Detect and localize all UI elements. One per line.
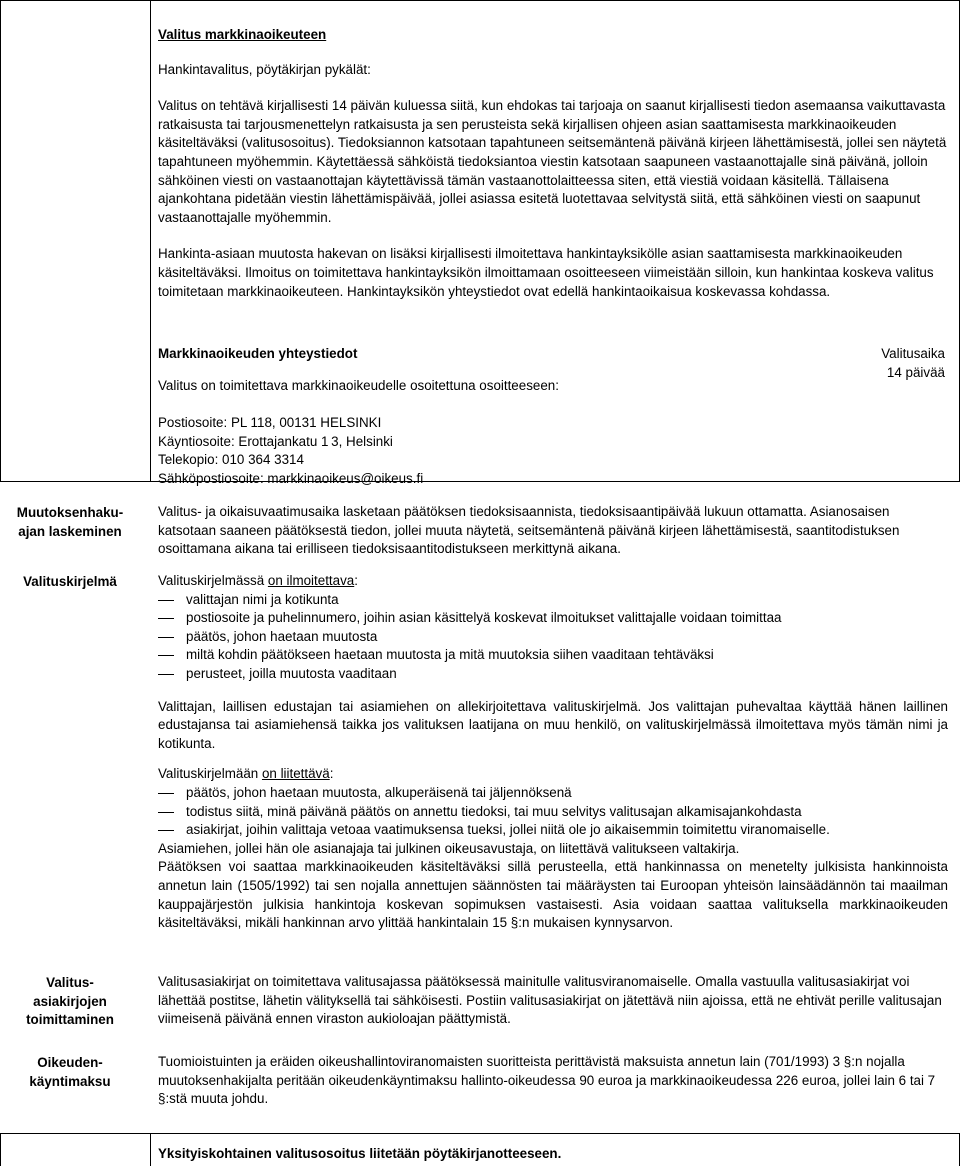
list-item: päätös, johon haetaan muutosta: [158, 628, 948, 647]
list-item: miltä kohdin päätökseen haetaan muutosta ja mitä muutoksia siihen vaaditaan tehtäväksi: [158, 646, 948, 665]
grounds-paragraph: Päätöksen voi saattaa markkinaoikeuden käsiteltäväksi sillä perusteella, että hankinnassa on menetelty julkisista hankinnoista annetun lain (1505/1992) tai sen nojalla annettujen säännösten tai määräysten tai Euroopan yhteisön lainsäädännön tai maailman kauppajärjestön julkisia hankintoja koskevan sopimuksen vastaisesti. Asia voidaan saattaa valituksella markkinaoikeuden käsiteltäväksi, mikäli hankinnan arvo ylittää hankintalain 15 §:n mukaisen kynnysarvon.: [158, 859, 948, 931]
required-items-list: [158, 591, 948, 684]
appeal-letter-label: Valituskirjelmä: [23, 574, 117, 589]
signature-paragraph: Valittajan, laillisen edustajan tai asiamiehen on allekirjoitettava valituskirjelmä. Jos valittajan puhevaltaa käyttää hänen laillinen edustajansa tai asiamiehensä taikka jos valituksen laatijana on muu henkilö, on valituskirjelmässä ilmoitettava myös tämän nimi ja kotikunta.: [158, 698, 948, 751]
section-subtitle: Hankintavalitus, pöytäkirjan pykälät:: [158, 61, 371, 77]
list-item: valittajan nimi ja kotikunta: [158, 591, 948, 610]
appeal-section-sidebar: [0, 0, 151, 482]
list-item: perusteet, joilla muutosta vaaditaan: [158, 665, 948, 684]
footer-sidebar: [0, 1133, 151, 1166]
deadline-label: Valitusaika: [881, 346, 945, 361]
postal-address: Postiosoite: PL 118, 00131 HELSINKI: [158, 415, 382, 430]
list-item: todistus siitä, minä päivänä päätös on annettu tiedoksi, tai muu selvitys valitusajan alkamisajankohdasta: [158, 803, 948, 822]
court-fee-label: Oikeuden- käyntimaksu: [29, 1055, 111, 1089]
documents-label: Valitus- asiakirjojen toimittaminen: [26, 975, 114, 1028]
court-fee-text: Tuomioistuinten ja eräiden oikeushallintoviranomaisten suoritteista perittävistä maksuista annetun lain (701/1993) 3 §:n nojalla muutoksenhakijalta peritään oikeudenkäyntimaksu hallinto-oikeudessa 90 euroa ja markkinaoikeudessa 226 euroa, jollei lain 6 tai 7 §:stä muuta johdu.: [158, 1054, 936, 1107]
contact-heading: Markkinaoikeuden yhteystiedot: [158, 346, 358, 361]
deadline-value: 14 päivää: [886, 365, 945, 380]
visiting-address: Käyntiosoite: Erottajankatu 1 3, Helsinki: [158, 433, 393, 449]
appeal-section-content: [158, 26, 948, 301]
section-title: Valitus markkinaoikeuteen: [158, 27, 327, 42]
appeal-paragraph-2: Hankinta-asiaan muutosta hakevan on lisäksi kirjallisesti ilmoitettava hankintayksikölle asian saattamisesta markkinaoikeuden käsiteltäväksi. Ilmoitus on toimitettava hankintayksikön ilmoittamaan osoitteeseen viimeistään silloin, kun hankintaa koskeva valitus toimitetaan markkinaoikeuteen. Hankintayksikön yhteystiedot ovat edellä hankintaoikaisua koskevassa kohdassa.: [158, 246, 934, 299]
attachments-intro: Valituskirjelmään on liitettävä:: [158, 766, 334, 782]
list-item: päätös, johon haetaan muutosta, alkuperäisenä tai jäljennöksenä: [158, 784, 948, 803]
deadline-calc-text: Valitus- ja oikaisuvaatimusaika lasketaan päätöksen tiedoksisaannista, tiedoksisaantipäivää lukuun ottamatta. Asianosaisen katsotaan saaneen päätöksestä tiedon, jollei muuta näytetä, seitsemäntenä päivänä kirjeen lähettämisestä, saantitodistuksen osoittamana aikana tai erilliseen tiedoksisaantitodistukseen merkittynä aikana.: [158, 504, 900, 557]
footer-text: Yksityiskohtainen valitusosoitus liitetään pöytäkirjanotteeseen.: [158, 1146, 562, 1161]
documents-text: Valitusasiakirjat on toimitettava valitusajassa päätöksessä mainitulle valitusviranomaiselle. Omalla vastuulla valitusasiakirjat voi lähettää postitse, lähetin välityksellä tai sähköisesti. Postiin valitusasiakirjat on jätettävä niin ajoissa, että ne ehtivät perille valitusajan viimeisenä päivänä ennen viraston aukioloajan päättymistä.: [158, 974, 942, 1027]
list-item: asiakirjat, joihin valittaja vetoaa vaatimuksensa tueksi, jollei niitä ole jo aikaisemmin toimitettu viranomaiselle.: [158, 821, 948, 840]
proxy-paragraph: Asiamiehen, jollei hän ole asianajaja tai julkinen oikeusavustaja, on liitettävä valitukseen valtakirja.: [158, 840, 740, 856]
contact-address: [158, 414, 423, 488]
appeal-letter-intro: Valituskirjelmässä on ilmoitettava:: [158, 573, 358, 588]
address-intro: Valitus on toimitettava markkinaoikeudelle osoitettuna osoitteeseen:: [158, 378, 559, 393]
appeal-letter-content: [158, 572, 948, 933]
appeal-paragraph-1: Valitus on tehtävä kirjallisesti 14 päivän kuluessa siitä, kun ehdokas tai tarjoaja on saanut kirjallisesti tiedon asemaansa vaikuttavasta ratkaisusta tai tarjousmenettelyn ratkaisusta ja sen perusteista sekä kirjallisen ohjeen asian saattamisesta markkinaoikeuden käsiteltäväksi (valitusosoitus). Tiedoksiannon katsotaan tapahtuneen seitsemäntenä päivänä kirjeen lähettämisestä, jollei sen näytetä tapahtuneen myöhemmin. Käytettäessä sähköistä tiedoksiantoa viestin katsotaan saapuneen vastaanottajalle sinä päivänä, jolloin sähköinen viesti on vastaanottajan käytettävissä tämän vastaanottolaitteessa siten, että viestiä voidaan käsitellä. Tällaisena ajankohtana pidetään viestin lähettämispäivää, jollei asiassa esitetä luotettavaa selvitystä siitä, että sähköinen viesti on saapunut vastaanottajalle myöhemmin.: [158, 98, 947, 225]
attachments-list: [158, 784, 948, 840]
list-item: postiosoite ja puhelinnumero, joihin asian käsittelyä koskevat ilmoitukset valittajalle voidaan toimittaa: [158, 609, 948, 628]
deadline-calc-label: Muutoksenhaku-ajan laskeminen: [16, 505, 124, 539]
email-address: Sähköpostiosoite: markkinaoikeus@oikeus.fi: [158, 470, 424, 486]
fax-number: Telekopio: 010 364 3314: [158, 452, 304, 468]
